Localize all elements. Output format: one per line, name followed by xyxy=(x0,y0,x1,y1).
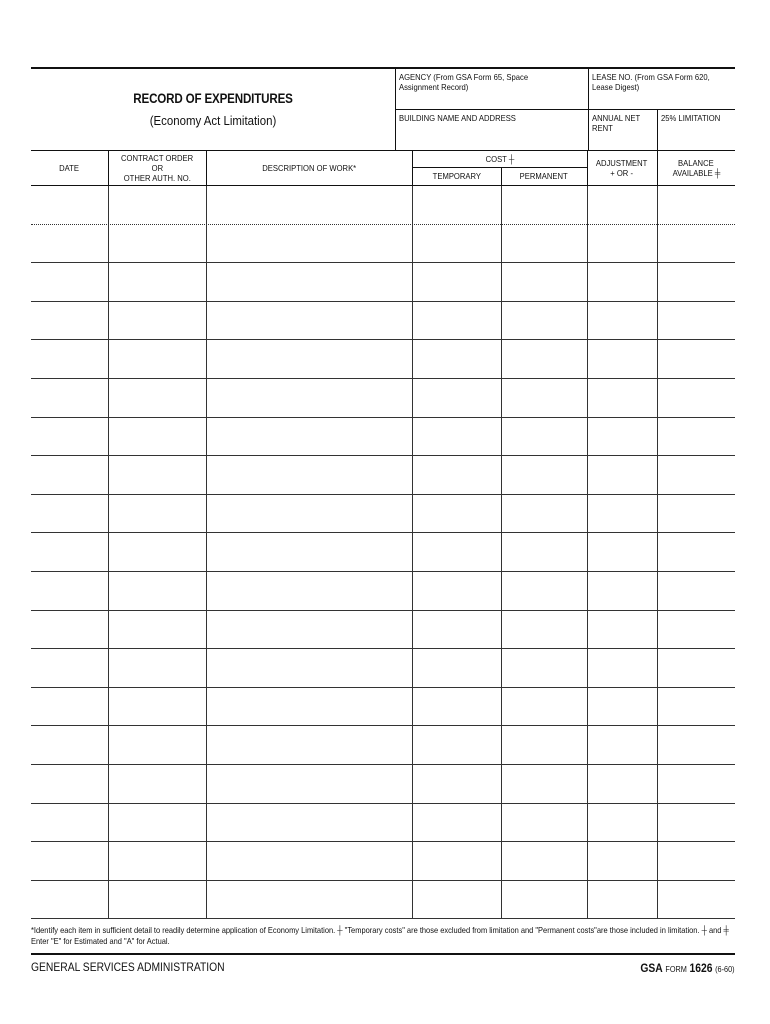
form-identifier xyxy=(641,961,735,975)
balance-cell[interactable] xyxy=(657,186,735,225)
adjustment-header: ADJUSTMENT + OR - xyxy=(596,158,648,178)
date-cell[interactable] xyxy=(31,881,108,920)
permanent-cost-cell[interactable] xyxy=(501,649,587,688)
description-cell[interactable] xyxy=(206,842,412,881)
permanent-cost-cell[interactable] xyxy=(501,881,587,920)
footnote-line-1: *Identify each item in sufficient detail to readily determine application of Economy Limitation. ┼ "Temporary costs" are those excluded from limitation and "Permanent costs"are those included in limitation. ┼ and ╪ xyxy=(31,925,729,935)
temporary-cost-cell[interactable] xyxy=(412,225,501,264)
description-cell[interactable] xyxy=(206,225,412,264)
table-row xyxy=(31,726,735,765)
description-header: DESCRIPTION OF WORK* xyxy=(262,163,356,173)
date-cell[interactable] xyxy=(31,765,108,804)
date-cell[interactable] xyxy=(31,572,108,611)
adjustment-cell[interactable] xyxy=(587,418,657,457)
annual-net-rent-field[interactable] xyxy=(588,110,657,150)
permanent-cost-cell[interactable] xyxy=(501,456,587,495)
form-gsa: GSA xyxy=(640,961,664,975)
contract-cell[interactable] xyxy=(108,340,206,379)
temporary-cost-cell[interactable] xyxy=(412,302,501,341)
description-cell[interactable] xyxy=(206,765,412,804)
date-cell[interactable] xyxy=(31,688,108,727)
temporary-cost-cell[interactable] xyxy=(412,186,501,225)
balance-cell[interactable] xyxy=(657,688,735,727)
adjustment-cell[interactable] xyxy=(587,842,657,881)
description-cell[interactable] xyxy=(206,340,412,379)
temporary-cost-cell[interactable] xyxy=(412,649,501,688)
temporary-cost-cell[interactable] xyxy=(412,842,501,881)
table-row xyxy=(31,533,735,572)
adjustment-cell[interactable] xyxy=(587,572,657,611)
balance-cell[interactable] xyxy=(657,379,735,418)
balance-cell[interactable] xyxy=(657,418,735,457)
date-cell[interactable] xyxy=(31,186,108,225)
description-cell[interactable] xyxy=(206,495,412,534)
form-title: RECORD OF EXPENDITURES xyxy=(133,91,293,106)
temporary-cost-cell[interactable] xyxy=(412,804,501,843)
table-row xyxy=(31,649,735,688)
date-cell[interactable] xyxy=(31,418,108,457)
description-cell[interactable] xyxy=(206,881,412,920)
balance-cell[interactable] xyxy=(657,572,735,611)
table-row xyxy=(31,225,735,264)
temporary-cost-cell[interactable] xyxy=(412,611,501,650)
table-row xyxy=(31,340,735,379)
adjustment-cell[interactable] xyxy=(587,302,657,341)
date-cell[interactable] xyxy=(31,225,108,264)
adjustment-cell[interactable] xyxy=(587,765,657,804)
balance-cell[interactable] xyxy=(657,726,735,765)
footnote xyxy=(31,925,735,947)
contract-cell[interactable] xyxy=(108,263,206,302)
description-cell[interactable] xyxy=(206,379,412,418)
table-row xyxy=(31,881,735,920)
agency-footer: GENERAL SERVICES ADMINISTRATION xyxy=(31,960,225,974)
date-cell[interactable] xyxy=(31,804,108,843)
temporary-cost-cell[interactable] xyxy=(412,340,501,379)
permanent-cost-cell[interactable] xyxy=(501,186,587,225)
balance-cell[interactable] xyxy=(657,611,735,650)
adjustment-cell[interactable] xyxy=(587,649,657,688)
description-cell[interactable] xyxy=(206,572,412,611)
description-cell[interactable] xyxy=(206,688,412,727)
building-address-field[interactable] xyxy=(395,110,588,150)
adjustment-cell[interactable] xyxy=(587,225,657,264)
temporary-cost-cell[interactable] xyxy=(412,881,501,920)
agency-label: AGENCY (From GSA Form 65, Space Assignment Record) xyxy=(399,72,529,92)
permanent-cost-cell[interactable] xyxy=(501,611,587,650)
description-cell[interactable] xyxy=(206,533,412,572)
permanent-cost-cell[interactable] xyxy=(501,418,587,457)
contract-cell[interactable] xyxy=(108,688,206,727)
annual-rent-label: ANNUAL NET RENT xyxy=(592,113,641,133)
balance-cell[interactable] xyxy=(657,340,735,379)
date-cell[interactable] xyxy=(31,379,108,418)
adjustment-cell[interactable] xyxy=(587,688,657,727)
permanent-cost-cell[interactable] xyxy=(501,225,587,264)
description-cell[interactable] xyxy=(206,649,412,688)
contract-cell[interactable] xyxy=(108,649,206,688)
adjustment-cell[interactable] xyxy=(587,340,657,379)
contract-cell[interactable] xyxy=(108,418,206,457)
adjustment-cell[interactable] xyxy=(587,881,657,920)
permanent-cost-cell[interactable] xyxy=(501,842,587,881)
permanent-cost-cell[interactable] xyxy=(501,495,587,534)
description-cell[interactable] xyxy=(206,263,412,302)
contract-cell[interactable] xyxy=(108,611,206,650)
contract-cell[interactable] xyxy=(108,379,206,418)
table-row xyxy=(31,572,735,611)
table-row xyxy=(31,688,735,727)
permanent-header: PERMANENT xyxy=(519,171,569,181)
agency-field[interactable] xyxy=(395,69,588,110)
form-subtitle: (Economy Act Limitation) xyxy=(149,113,277,128)
cost-header: COST ┼ xyxy=(485,154,514,164)
balance-cell[interactable] xyxy=(657,765,735,804)
adjustment-cell[interactable] xyxy=(587,804,657,843)
balance-cell[interactable] xyxy=(657,842,735,881)
permanent-cost-cell[interactable] xyxy=(501,302,587,341)
temporary-cost-cell[interactable] xyxy=(412,418,501,457)
temporary-cost-cell[interactable] xyxy=(412,456,501,495)
date-cell[interactable] xyxy=(31,649,108,688)
adjustment-cell[interactable] xyxy=(587,186,657,225)
table-row xyxy=(31,842,735,881)
title-block xyxy=(31,69,395,151)
description-cell[interactable] xyxy=(206,302,412,341)
description-cell[interactable] xyxy=(206,611,412,650)
limitation-label: 25% LIMITATION xyxy=(661,113,721,123)
permanent-cost-cell[interactable] xyxy=(501,804,587,843)
balance-header: BALANCE AVAILABLE ╪ xyxy=(672,158,720,178)
description-cell[interactable] xyxy=(206,418,412,457)
contract-cell[interactable] xyxy=(108,533,206,572)
permanent-cost-cell[interactable] xyxy=(501,765,587,804)
contract-cell[interactable] xyxy=(108,726,206,765)
balance-cell[interactable] xyxy=(657,456,735,495)
form-number: 1626 xyxy=(689,961,713,975)
contract-cell[interactable] xyxy=(108,572,206,611)
table-row xyxy=(31,456,735,495)
adjustment-cell[interactable] xyxy=(587,379,657,418)
lease-label: LEASE NO. (From GSA Form 620, Lease Digest) xyxy=(592,72,710,92)
table-row xyxy=(31,379,735,418)
temporary-cost-cell[interactable] xyxy=(412,379,501,418)
description-cell[interactable] xyxy=(206,186,412,225)
description-cell[interactable] xyxy=(206,726,412,765)
date-cell[interactable] xyxy=(31,263,108,302)
permanent-cost-cell[interactable] xyxy=(501,263,587,302)
adjustment-cell[interactable] xyxy=(587,611,657,650)
table-row xyxy=(31,418,735,457)
table-row xyxy=(31,804,735,843)
balance-cell[interactable] xyxy=(657,495,735,534)
footnote-line-2: Enter "E" for Estimated and "A" for Actual. xyxy=(31,936,170,946)
table-row xyxy=(31,611,735,650)
date-cell[interactable] xyxy=(31,533,108,572)
description-cell[interactable] xyxy=(206,804,412,843)
temporary-cost-cell[interactable] xyxy=(412,495,501,534)
contract-cell[interactable] xyxy=(108,495,206,534)
balance-cell[interactable] xyxy=(657,533,735,572)
contract-header: CONTRACT ORDER OR OTHER AUTH. NO. xyxy=(120,153,194,183)
temporary-cost-cell[interactable] xyxy=(412,688,501,727)
balance-cell[interactable] xyxy=(657,881,735,920)
form-word: FORM xyxy=(665,964,688,974)
balance-cell[interactable] xyxy=(657,649,735,688)
table-row xyxy=(31,765,735,804)
permanent-cost-cell[interactable] xyxy=(501,726,587,765)
adjustment-cell[interactable] xyxy=(587,533,657,572)
temporary-cost-cell[interactable] xyxy=(412,765,501,804)
lease-number-field[interactable] xyxy=(588,69,735,110)
balance-cell[interactable] xyxy=(657,225,735,264)
date-cell[interactable] xyxy=(31,302,108,341)
balance-cell[interactable] xyxy=(657,302,735,341)
table-row xyxy=(31,302,735,341)
date-cell[interactable] xyxy=(31,495,108,534)
column-headers xyxy=(31,150,735,186)
contract-cell[interactable] xyxy=(108,881,206,920)
contract-cell[interactable] xyxy=(108,765,206,804)
permanent-cost-cell[interactable] xyxy=(501,572,587,611)
form-revision: (6-60) xyxy=(715,964,735,974)
date-cell[interactable] xyxy=(31,842,108,881)
table-row xyxy=(31,263,735,302)
contract-cell[interactable] xyxy=(108,456,206,495)
table-row xyxy=(31,495,735,534)
balance-cell[interactable] xyxy=(657,263,735,302)
contract-cell[interactable] xyxy=(108,804,206,843)
adjustment-cell[interactable] xyxy=(587,456,657,495)
temporary-cost-cell[interactable] xyxy=(412,726,501,765)
balance-cell[interactable] xyxy=(657,804,735,843)
permanent-cost-cell[interactable] xyxy=(501,340,587,379)
table-row xyxy=(31,186,735,225)
temporary-cost-cell[interactable] xyxy=(412,263,501,302)
temporary-cost-cell[interactable] xyxy=(412,533,501,572)
adjustment-cell[interactable] xyxy=(587,263,657,302)
adjustment-cell[interactable] xyxy=(587,495,657,534)
permanent-cost-cell[interactable] xyxy=(501,379,587,418)
contract-cell[interactable] xyxy=(108,842,206,881)
permanent-cost-cell[interactable] xyxy=(501,688,587,727)
building-label: BUILDING NAME AND ADDRESS xyxy=(399,113,516,123)
temporary-header: TEMPORARY xyxy=(432,171,481,181)
contract-cell[interactable] xyxy=(108,225,206,264)
date-cell[interactable] xyxy=(31,456,108,495)
adjustment-cell[interactable] xyxy=(587,726,657,765)
permanent-cost-cell[interactable] xyxy=(501,533,587,572)
bottom-rule xyxy=(31,953,735,955)
limitation-field[interactable] xyxy=(657,110,735,150)
contract-cell[interactable] xyxy=(108,186,206,225)
date-cell[interactable] xyxy=(31,726,108,765)
date-header: DATE xyxy=(59,163,80,173)
contract-cell[interactable] xyxy=(108,302,206,341)
date-cell[interactable] xyxy=(31,611,108,650)
description-cell[interactable] xyxy=(206,456,412,495)
date-cell[interactable] xyxy=(31,340,108,379)
temporary-cost-cell[interactable] xyxy=(412,572,501,611)
